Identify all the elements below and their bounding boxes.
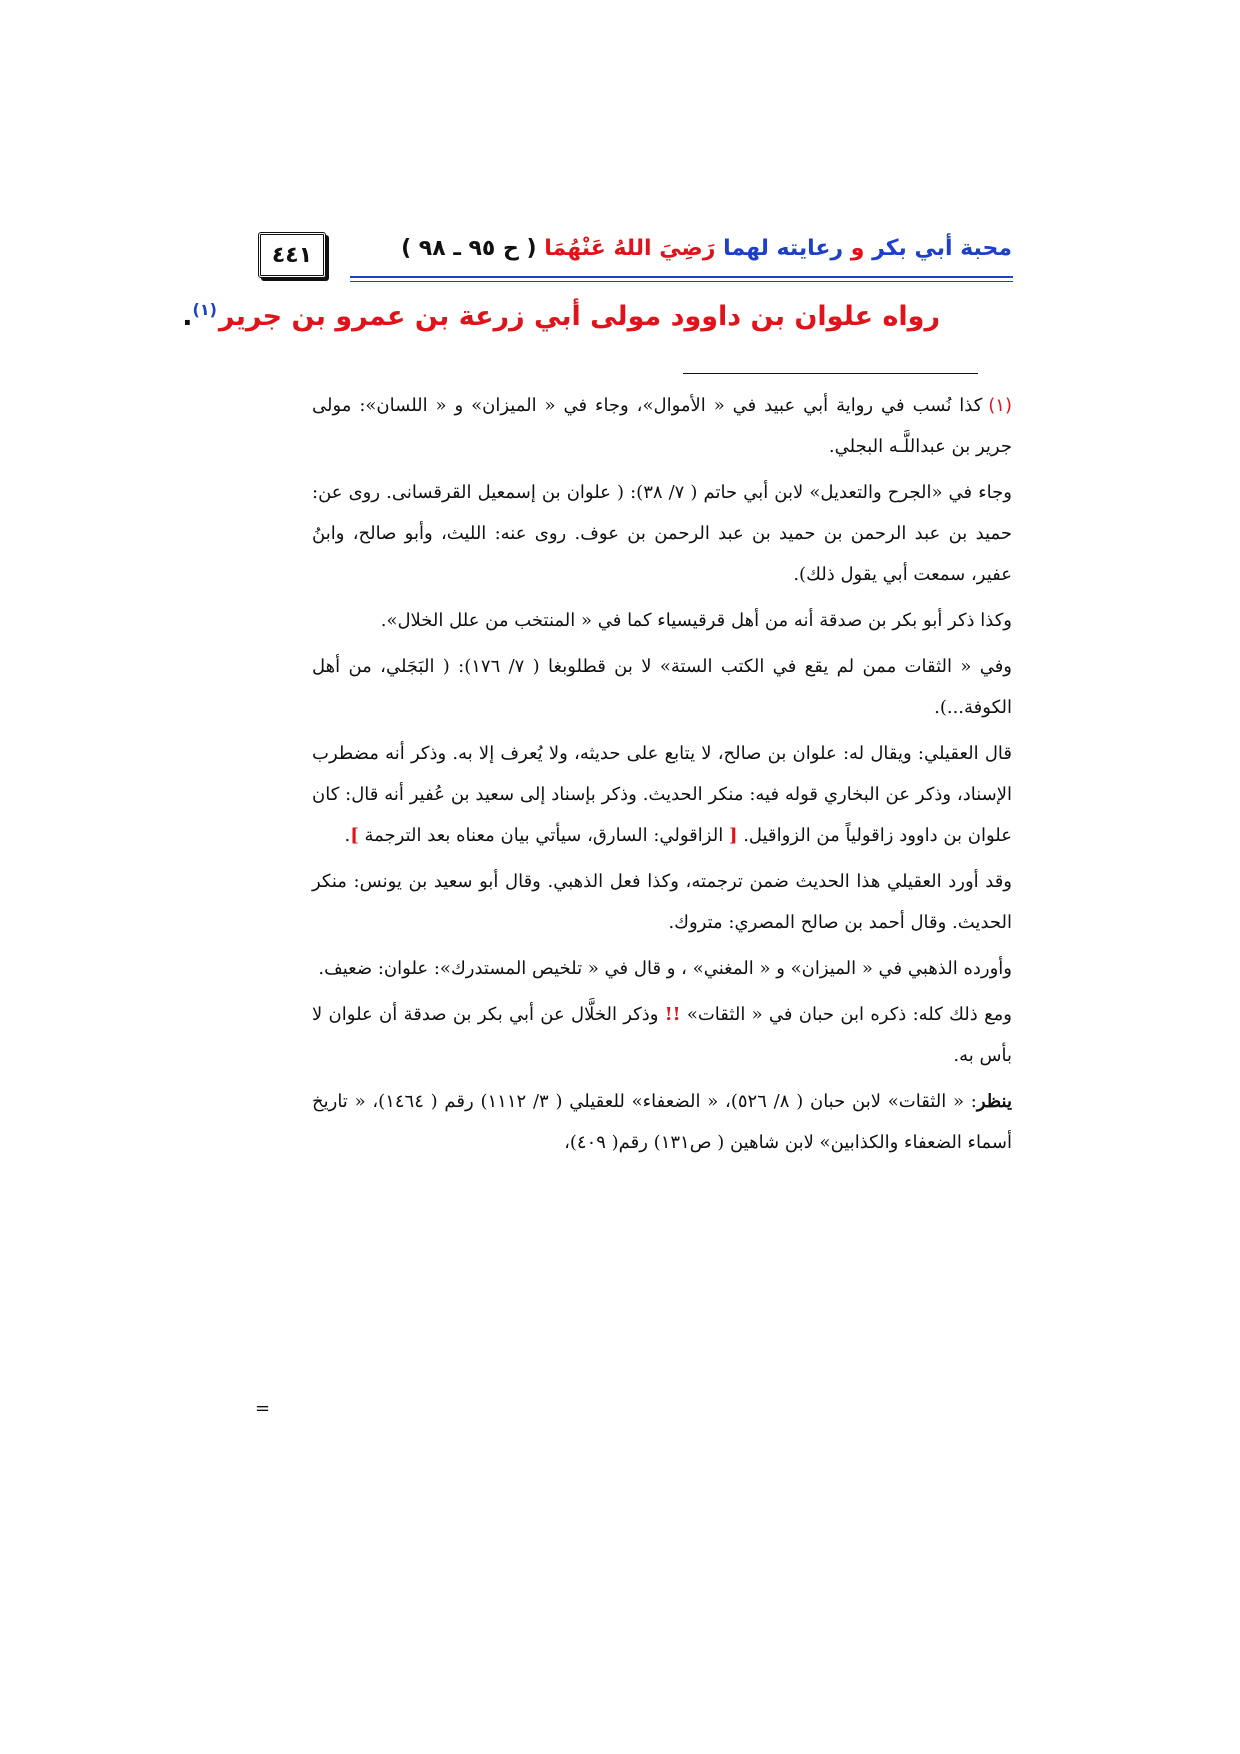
- footnote-paragraph: وكذا ذكر أبو بكر بن صدقة أنه من أهل قرقيسياء كما في « المنتخب من علل الخلال».: [380, 610, 1012, 631]
- bracket-close: ]: [350, 825, 359, 846]
- header-title-part2: و: [843, 236, 873, 261]
- header-hadith-ref: ( ح ٩٥ ـ ٩٨ ): [401, 236, 537, 261]
- footnote-paragraph: [312, 733, 1012, 856]
- see-also-label: ينظر: [976, 1091, 1012, 1112]
- main-text-end: .: [182, 301, 193, 332]
- footnote-paragraph: [312, 994, 1012, 1076]
- page-number: ٤٤١: [258, 232, 326, 278]
- header-title-part3: رعايته لهما: [723, 236, 844, 261]
- references-text: : « الثقات» لابن حبان ( ٨/ ٥٢٦)، « الضعفاء» للعقيلي ( ٣/ ١١١٢) رقم ( ١٤٦٤)، « تاريخ أسماء الضعفاء والكذابين» لابن شاهين ( ص١٣١) رقم( ٤٠٩)،: [312, 1091, 1012, 1153]
- bracket-open: [: [728, 825, 738, 846]
- main-text-line: [182, 300, 940, 332]
- header-title-part1: محبة أبي بكر: [872, 236, 1012, 261]
- footnote-marker: (١): [988, 395, 1012, 416]
- footnote-paragraph: [312, 385, 1012, 467]
- bracketed-note: الزاقولي: السارق، سيأتي بيان معناه بعد الترجمة: [358, 825, 729, 846]
- header-honorific: رَضِيَ اللهُ عَنْهُمَا: [536, 236, 724, 261]
- footnote-paragraph: وفي « الثقات ممن لم يقع في الكتب الستة» لا بن قطلوبغا ( ٧/ ١٧٦): ( البَجَلي، من أهل الكوفة...).: [312, 656, 1012, 718]
- footnote-paragraph: وجاء في «الجرح والتعديل» لابن أبي حاتم ( ٧/ ٣٨): ( علوان بن إسمعيل القرقسانى. روى عن: حميد بن عبد الرحمن بن حميد بن عبد الرحمن بن عوف. روى عنه: الليث، وأبو صالح، وابنُ عفير، سمعت أبي يقول ذلك).: [312, 482, 1012, 585]
- header-rule-thin: [350, 281, 1013, 282]
- footnote-divider: [683, 373, 978, 374]
- exclamation-mark: !!: [664, 1004, 681, 1025]
- footnote-paragraph: وقد أورد العقيلي هذا الحديث ضمن ترجمته، وكذا فعل الذهبي. وقال أبو سعيد بن يونس: منكر الحديث. وقال أحمد بن صالح المصري: متروك.: [312, 871, 1012, 933]
- footnote-text: قال العقيلي: ويقال له: علوان بن صالح، لا يتابع على حديثه، ولا يُعرف إلا به. وذكر أنه مضطرب الإسناد، وذكر عن البخاري قوله فيه: منكر الحديث. وذكر بإسناد إلى سعيد بن عُفير أنه قال: كان علوان بن داوود زاقولياً من الزواقيل.: [312, 743, 1012, 846]
- footnote-text: كذا نُسب في رواية أبي عبيد في « الأموال»، وجاء في « الميزان» و « اللسان»: مولى جرير بن عبداللَّـه البجلي.: [312, 395, 1012, 457]
- footnotes: [312, 385, 1012, 1168]
- footnote-paragraph: [312, 1081, 1012, 1163]
- main-text: رواه علوان بن داوود مولى أبي زرعة بن عمرو بن جرير: [218, 301, 940, 332]
- running-header: [372, 236, 1012, 272]
- footnote-text: وذكر الخلَّال عن أبي بكر بن صدقة أن علوان لا بأس به.: [312, 1004, 1012, 1066]
- footnote-text-end: .: [344, 825, 351, 846]
- footnote-text: ومع ذلك كله: ذكره ابن حبان في « الثقات»: [680, 1004, 1012, 1025]
- header-rule: [350, 276, 1013, 278]
- note-reference: (١): [192, 300, 217, 319]
- footnote-paragraph: وأورده الذهبي في « الميزان» و « المغني» ، و قال في « تلخيص المستدرك»: علوان: ضعيف.: [318, 958, 1012, 979]
- continuation-mark: =: [255, 1398, 271, 1419]
